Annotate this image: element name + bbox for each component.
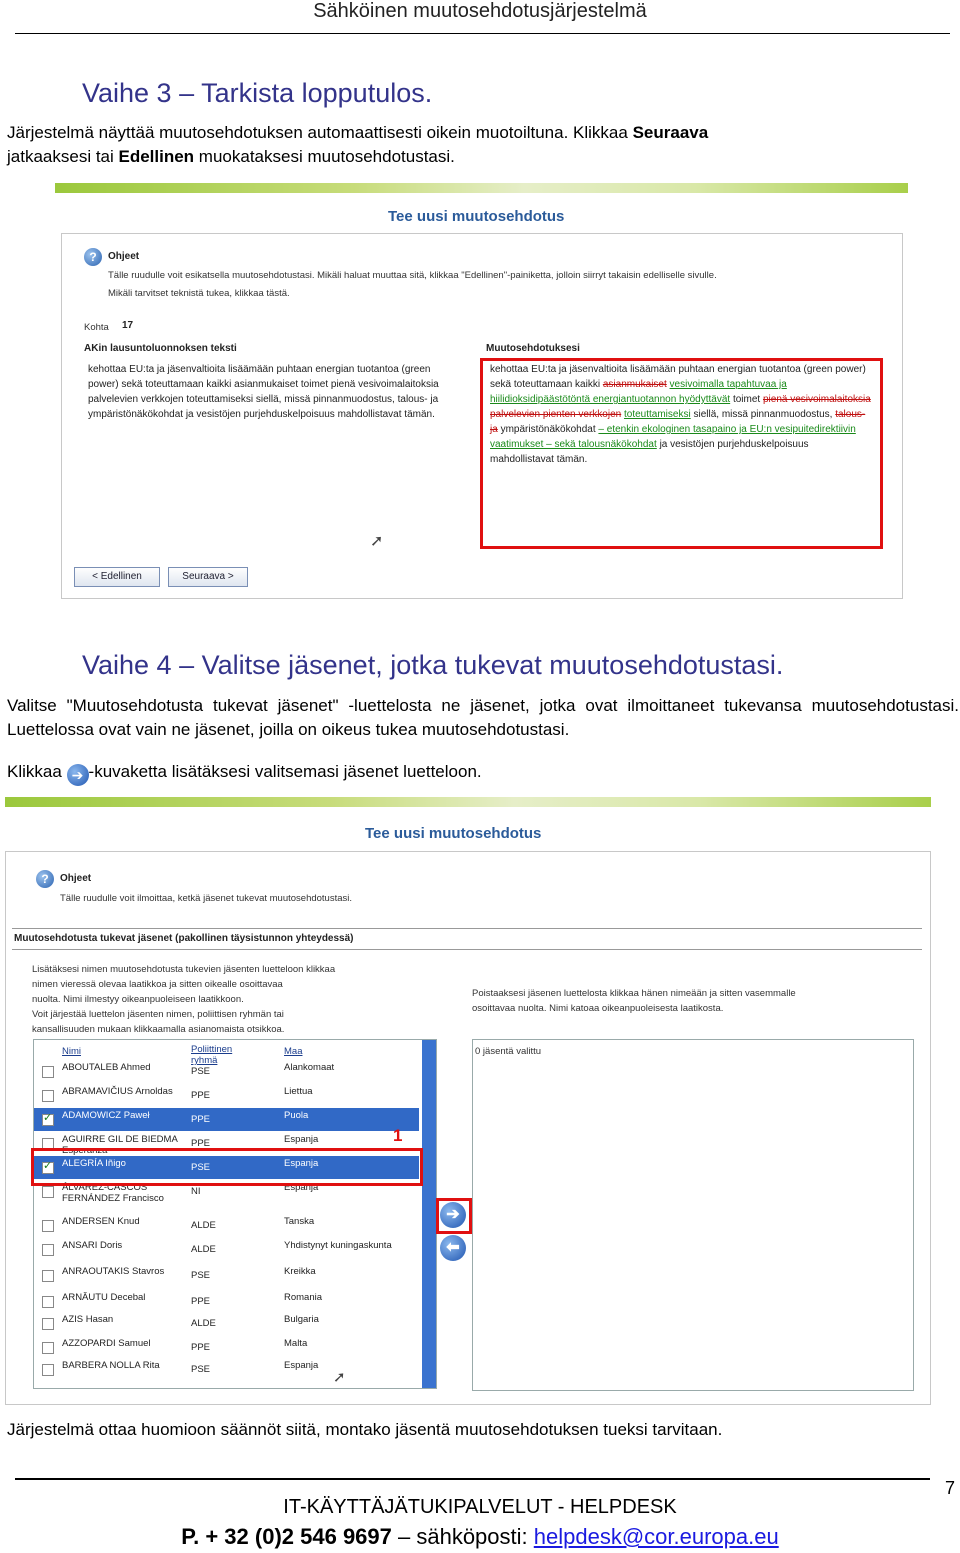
table-row[interactable] (34, 1358, 419, 1381)
member-group: PSE (191, 1162, 211, 1173)
table-row[interactable] (34, 1084, 419, 1107)
selected-count: 0 jäsentä valittu (475, 1046, 542, 1057)
member-country: Espanja (284, 1360, 319, 1371)
section-heading: Muutosehdotusta tukevat jäsenet (pakollinen täysistunnon yhteydessä) (14, 933, 354, 944)
next-button[interactable]: Seuraava > (168, 567, 248, 587)
original-text: kehottaa EU:ta ja jäsenvaltioita lisäämään puhtaan energian tuotantoa (green power) sekä toteuttamaan kaikki asianmukaiset toimet pienä vesivoimalaitoksia palvelevien verkkojen toteuttamiseksi siellä, missä pinnanmuodostus, talous- ja ympäristönäkökohdat ja vesistöjen purjehduskelpoisuus mahdollistavat tämän. (88, 364, 439, 420)
member-name: ANSARI Doris (62, 1240, 123, 1251)
step4-instruction: Klikkaa ➔ -kuvaketta lisätäksesi valitsemasi jäsenet luetteloon. (7, 760, 957, 786)
table-row[interactable] (34, 1312, 419, 1335)
column-header-name[interactable]: Nimi (62, 1046, 81, 1057)
member-group: PPE (191, 1296, 211, 1307)
step4-paragraph: Valitse "Muutosehdotusta tukevat jäsenet" -luettelosta ne jäsenet, jotka ovat ilmoittaneet tukevansa muutosehdotustasi. Luettelossa ovat vain ne jäsenet, joilla on oikeus tukea muutosehdotustasi. (7, 696, 959, 739)
member-checkbox[interactable] (42, 1186, 54, 1198)
member-checkbox[interactable] (42, 1342, 54, 1354)
help-text-2[interactable]: Mikäli tarvitset teknistä tukea, klikkaa tästä. (108, 288, 290, 299)
member-checkbox[interactable] (42, 1090, 54, 1102)
member-name: ANDERSEN Knud (62, 1216, 140, 1227)
amendment-heading: Muutosehdotuksesi (486, 343, 580, 354)
member-name: AZIS Hasan (62, 1314, 114, 1325)
amendment-text: kehottaa EU:ta ja jäsenvaltioita lisäämään puhtaan energian tuotantoa (green power) sekä toteuttamaan kaikki asianmukaiset vesivoimalla tapahtuvaa ja hiilidioksidipäästötöntä energiantuotannon hyödyttävät toimet pienä vesivoimalaitoksia palvelevien pienten verkkojen toteuttamiseksi siellä, missä pinnanmuodostus, talous- ja ympäristönäkökohdat – etenkin ekologinen tasapaino ja EU:n vesipuitedirektiivin vaatimukset – sekä talousnäkökohdat ja vesistöjen purjehduskelpoisuus mahdollistavat tämän. (490, 364, 871, 465)
screenshot-top-bar (55, 183, 908, 193)
footer-divider (15, 1478, 930, 1480)
member-group: ALDE (191, 1318, 216, 1329)
footer-title: IT-KÄYTTÄJÄTUKIPALVELUT - HELPDESK (283, 1496, 677, 1518)
member-group: PSE (191, 1066, 211, 1077)
member-checkbox[interactable] (42, 1244, 54, 1256)
original-text-heading: AKin lausuntoluonnoksen teksti (84, 343, 237, 354)
member-name: AZZOPARDI Samuel (62, 1338, 151, 1349)
add-member-arrow-icon[interactable]: ➔ (440, 1202, 466, 1228)
member-country: Espanja (284, 1158, 319, 1169)
help-text-3: Tälle ruudulle voit ilmoittaa, ketkä jäsenet tukevat muutosehdotustasi. (60, 893, 353, 904)
member-country: Espanja (284, 1182, 319, 1193)
member-group: PSE (191, 1364, 211, 1375)
table-row[interactable] (34, 1214, 419, 1237)
member-country: Tanska (284, 1216, 315, 1227)
mouse-cursor-icon-2: ➚ (333, 1369, 346, 1386)
selection-highlight (31, 1148, 423, 1186)
kohta-value: 17 (122, 320, 134, 331)
table-row[interactable] (34, 1060, 419, 1083)
member-checkbox[interactable] (42, 1296, 54, 1308)
left-info: Lisätäksesi nimen muutosehdotusta tukevien jäsenten luetteloon klikkaa nimen vieressä olevaa laatikkoa ja sitten oikealle osoittavaa nuolta. Nimi ilmestyy oikeanpuoleiseen laatikkoon. Voit järjestää luettelon jäsenten nimen, poliittisen ryhmän tai kansallisuuden mukaan klikkaamalla asianomaista otsikkoa. (32, 964, 336, 1035)
list-scrollbar[interactable] (422, 1040, 436, 1388)
kohta-label: Kohta (84, 322, 109, 333)
helpdesk-email-link[interactable]: helpdesk@cor.europa.eu (533, 1524, 779, 1549)
member-name: ADAMOWICZ Paweł (62, 1110, 150, 1121)
help-icon: ? (84, 248, 102, 266)
member-country: Espanja (284, 1134, 319, 1145)
screen2-frame (5, 851, 931, 1405)
table-row[interactable] (34, 1264, 419, 1287)
member-country: Bulgaria (284, 1314, 319, 1325)
member-country: Puola (284, 1110, 309, 1121)
help-text-1: Tälle ruudulle voit esikatsella muutosehdotustasi. Mikäli haluat muuttaa sitä, klikkaa "Edellinen"-painiketta, jolloin siirryt takaisin edelliselle sivulle. (108, 270, 717, 281)
member-group: NI (191, 1186, 201, 1197)
member-country: Malta (284, 1338, 308, 1349)
member-name: ALEGRÍA Iñigo (62, 1158, 126, 1169)
member-name: BARBERA NOLLA Rita (62, 1360, 160, 1371)
member-name: ÁLVAREZ-CASCOS FERNÁNDEZ Francisco (62, 1182, 164, 1204)
screen1-frame (61, 233, 903, 599)
screen2-title: Tee uusi muutosehdotus (365, 825, 542, 842)
member-checkbox[interactable] (42, 1364, 54, 1376)
closing-paragraph: Järjestelmä ottaa huomioon säännöt siitä, montako jäsentä muutosehdotuksen tueksi tarvitaan. (7, 1420, 723, 1439)
member-checkbox[interactable] (42, 1066, 54, 1078)
member-checkbox[interactable] (42, 1220, 54, 1232)
selected-members-list[interactable] (472, 1039, 914, 1391)
help-title: Ohjeet (108, 251, 140, 262)
member-group: PPE (191, 1114, 211, 1125)
table-row[interactable] (34, 1108, 419, 1131)
member-group: PPE (191, 1342, 211, 1353)
section-divider (12, 928, 922, 929)
step3-paragraph: Järjestelmä näyttää muutosehdotuksen automaattisesti oikein muotoiltuna. Klikkaa Seuraava jatkaaksesi tai Edellinen muokataksesi muutosehdotustasi. (7, 123, 709, 166)
footer-contact: P. + 32 (0)2 546 9697 – sähköposti: helpdesk@cor.europa.eu (181, 1524, 779, 1549)
step3-heading: Vaihe 3 – Tarkista lopputulos. (82, 78, 433, 108)
right-info: Poistaaksesi jäsenen luettelosta klikkaa hänen nimeään ja sitten vasemmalle osoittavaa nuolta. Nimi katoaa oikeanpuoleisesta laatikosta. (472, 988, 796, 1014)
header-divider (15, 33, 950, 34)
table-row[interactable] (34, 1290, 419, 1313)
screen1-title: Tee uusi muutosehdotus (388, 208, 565, 225)
remove-member-arrow-icon[interactable]: ⬅ (440, 1235, 466, 1261)
member-country: Liettua (284, 1086, 313, 1097)
section-divider-2 (12, 949, 922, 950)
column-header-group[interactable]: Poliittinen ryhmä (191, 1044, 233, 1066)
member-name: ABRAMAVIČIUS Arnoldas (62, 1086, 173, 1097)
member-checkbox[interactable] (42, 1318, 54, 1330)
step4-heading: Vaihe 4 – Valitse jäsenet, jotka tukevat muutosehdotustasi. (82, 650, 784, 680)
column-header-country[interactable]: Maa (284, 1046, 303, 1057)
help-icon-2: ? (36, 870, 54, 888)
member-checkbox[interactable] (42, 1114, 54, 1126)
highlight-box (480, 358, 883, 549)
member-group: PPE (191, 1090, 211, 1101)
table-row[interactable] (34, 1336, 419, 1359)
members-list[interactable] (33, 1039, 437, 1389)
document-header: Sähköinen muutosehdotusjärjestelmä (313, 0, 647, 22)
table-row[interactable] (34, 1238, 419, 1261)
member-name: AGUIRRE GIL DE BIEDMA Esperanza (62, 1134, 178, 1156)
page-number: 7 (945, 1478, 956, 1498)
screenshot-preview (55, 183, 908, 603)
member-group: ALDE (191, 1244, 216, 1255)
member-name: ARNĂUTU Decebal (62, 1292, 146, 1303)
member-country: Romania (284, 1292, 323, 1303)
mouse-cursor-icon: ➚ (370, 533, 384, 550)
member-country: Kreikka (284, 1266, 316, 1277)
help-title-2: Ohjeet (60, 873, 92, 884)
screenshot-members (5, 797, 931, 1405)
member-country: Yhdistynyt kuningaskunta (284, 1240, 392, 1251)
member-name: ABOUTALEB Ahmed (62, 1062, 151, 1073)
member-name: ANRAOUTAKIS Stavros (62, 1266, 165, 1277)
member-country: Alankomaat (284, 1062, 335, 1073)
member-group: PPE (191, 1138, 211, 1149)
member-group: ALDE (191, 1220, 216, 1231)
annotation-number-1: 1 (393, 1126, 403, 1145)
member-checkbox[interactable] (42, 1270, 54, 1282)
member-group: PSE (191, 1270, 211, 1281)
arrow-right-icon: ➔ (67, 764, 89, 786)
previous-button[interactable]: < Edellinen (74, 567, 160, 587)
screenshot-top-bar-2 (5, 797, 931, 807)
